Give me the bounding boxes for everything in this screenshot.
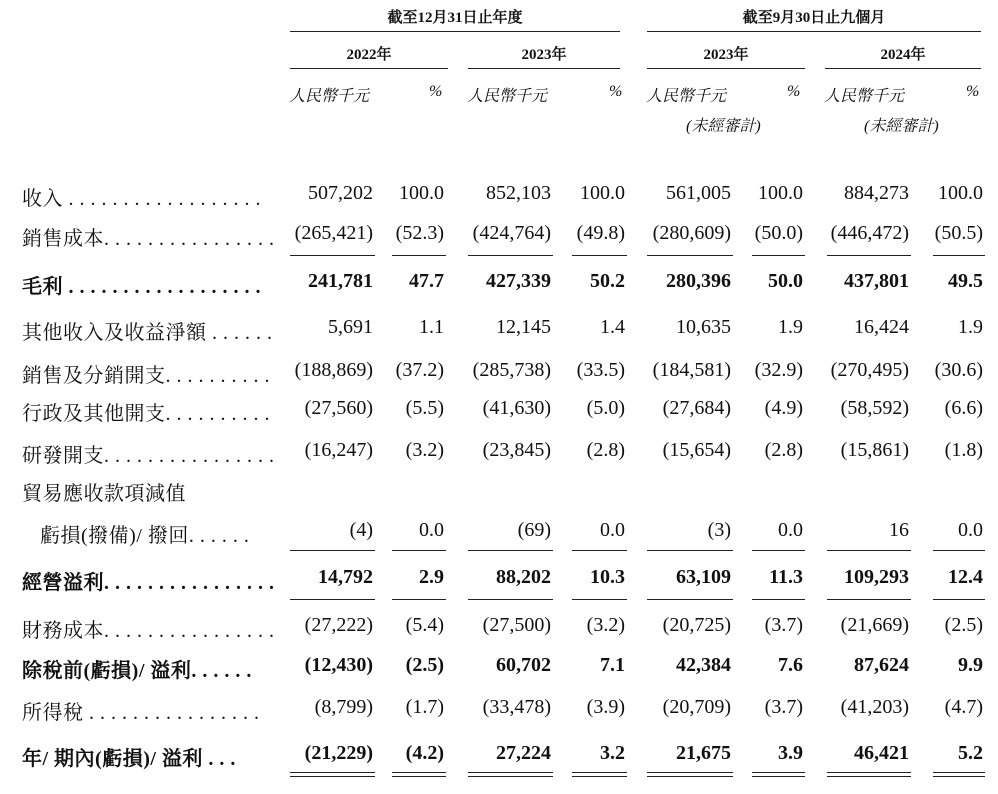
amount-cell: 42,384 [676, 654, 731, 676]
double-underline [933, 772, 985, 777]
amount-cell: (27,222) [304, 614, 373, 636]
year-header: 2024年 [880, 47, 926, 63]
row-label: 毛利 . . . . . . . . . . . . . . . . . . [22, 276, 261, 298]
percent-cell: 100.0 [399, 182, 444, 204]
amount-cell: (285,738) [472, 359, 551, 381]
amount-cell: (3) [707, 519, 731, 541]
percent-cell: (1.8) [944, 439, 983, 461]
percent-cell: (2.5) [405, 654, 444, 676]
percent-cell: (4.7) [944, 696, 983, 718]
percent-cell: (50.5) [934, 222, 983, 244]
percent-cell: (2.8) [764, 439, 803, 461]
year-rule [290, 68, 448, 69]
amount-cell: (58,592) [840, 397, 909, 419]
amount-cell: (4) [349, 519, 373, 541]
amount-cell: 280,396 [666, 270, 731, 292]
amount-cell: (20,709) [662, 696, 731, 718]
double-underline [290, 772, 375, 777]
row-label: 收入 . . . . . . . . . . . . . . . . . . [22, 188, 261, 210]
percent-cell: 0.0 [958, 519, 983, 541]
percent-cell: 7.6 [778, 654, 803, 676]
amount-cell: (41,203) [840, 696, 909, 718]
amount-cell: 63,109 [676, 566, 731, 588]
row-label: 銷售成本. . . . . . . . . . . . . . . . [22, 228, 275, 250]
percent-cell: 3.2 [600, 742, 625, 764]
subtotal-underline [468, 255, 553, 256]
percent-cell: (30.6) [934, 359, 983, 381]
group-rule [647, 31, 981, 32]
percent-cell: (50.0) [754, 222, 803, 244]
amount-cell: (20,725) [662, 614, 731, 636]
percent-cell: 1.9 [958, 316, 983, 338]
pct-header: % [429, 83, 443, 100]
amount-cell: (27,500) [482, 614, 551, 636]
amount-cell: 16,424 [854, 316, 909, 338]
percent-cell: 11.3 [769, 566, 803, 588]
subtotal-underline [468, 599, 553, 600]
subtotal-underline [290, 550, 375, 551]
subtotal-underline [572, 599, 627, 600]
subtotal-underline [392, 550, 446, 551]
amount-cell: (188,869) [294, 359, 373, 381]
percent-cell: (3.7) [764, 614, 803, 636]
unit-header: 人民幣千元 [646, 88, 727, 105]
amount-cell: 88,202 [496, 566, 551, 588]
amount-cell: 60,702 [496, 654, 551, 676]
amount-cell: 46,421 [854, 742, 909, 764]
amount-cell: 21,675 [676, 742, 731, 764]
percent-cell: (5.4) [405, 614, 444, 636]
percent-cell: 10.3 [590, 566, 625, 588]
row-label: 所得稅 . . . . . . . . . . . . . . . . [22, 702, 260, 724]
subtotal-underline [572, 550, 627, 551]
amount-cell: (184,581) [652, 359, 731, 381]
amount-cell: (27,684) [662, 397, 731, 419]
subtotal-underline [647, 550, 733, 551]
percent-cell: (49.8) [576, 222, 625, 244]
group-title-year-ended: 截至12月31日止年度 [387, 10, 523, 26]
subtotal-underline [290, 255, 375, 256]
double-underline [392, 772, 446, 777]
percent-cell: 12.4 [948, 566, 983, 588]
percent-cell: 2.9 [419, 566, 444, 588]
row-label: 貿易應收款項減值 [22, 483, 186, 505]
percent-cell: 0.0 [778, 519, 803, 541]
double-underline [827, 772, 911, 777]
amount-cell: (8,799) [314, 696, 373, 718]
percent-cell: 49.5 [948, 270, 983, 292]
percent-cell: (33.5) [576, 359, 625, 381]
percent-cell: 1.4 [600, 316, 625, 338]
amount-cell: 87,624 [854, 654, 909, 676]
subtotal-underline [468, 550, 553, 551]
percent-cell: (2.5) [944, 614, 983, 636]
double-underline [647, 772, 733, 777]
subtotal-underline [933, 550, 985, 551]
year-rule [825, 68, 981, 69]
percent-cell: (37.2) [395, 359, 444, 381]
percent-cell: 1.9 [778, 316, 803, 338]
amount-cell: (12,430) [304, 654, 373, 676]
pct-header: % [787, 83, 801, 100]
percent-cell: 100.0 [758, 182, 803, 204]
subtotal-underline [933, 599, 985, 600]
amount-cell: (33,478) [482, 696, 551, 718]
group-rule [290, 31, 620, 32]
amount-cell: (21,669) [840, 614, 909, 636]
amount-cell: (27,560) [304, 397, 373, 419]
amount-cell: 241,781 [308, 270, 373, 292]
amount-cell: 561,005 [666, 182, 731, 204]
subtotal-underline [933, 255, 985, 256]
percent-cell: 5.2 [958, 742, 983, 764]
percent-cell: (3.7) [764, 696, 803, 718]
percent-cell: (4.9) [764, 397, 803, 419]
unit-header: 人民幣千元 [824, 88, 905, 105]
percent-cell: (4.2) [405, 742, 444, 764]
subtotal-underline [392, 599, 446, 600]
percent-cell: (52.3) [395, 222, 444, 244]
percent-cell: 100.0 [580, 182, 625, 204]
amount-cell: (15,861) [840, 439, 909, 461]
subtotal-underline [392, 255, 446, 256]
amount-cell: (270,495) [830, 359, 909, 381]
amount-cell: 437,801 [844, 270, 909, 292]
row-label: 年/ 期內(虧損)/ 溢利 . . . [22, 748, 236, 770]
row-label: 研發開支. . . . . . . . . . . . . . . . [22, 445, 275, 467]
amount-cell: 12,145 [496, 316, 551, 338]
year-rule [468, 68, 620, 69]
percent-cell: (3.9) [586, 696, 625, 718]
percent-cell: 0.0 [600, 519, 625, 541]
amount-cell: 27,224 [496, 742, 551, 764]
year-header: 2023年 [521, 47, 567, 63]
year-header: 2022年 [346, 47, 392, 63]
percent-cell: (3.2) [405, 439, 444, 461]
amount-cell: (16,247) [304, 439, 373, 461]
double-underline [572, 772, 627, 777]
percent-cell: 0.0 [419, 519, 444, 541]
amount-cell: 5,691 [328, 316, 373, 338]
unit-header: 人民幣千元 [467, 88, 548, 105]
row-label: 除稅前(虧損)/ 溢利. . . . . . [22, 660, 252, 682]
percent-cell: (6.6) [944, 397, 983, 419]
percent-cell: (2.8) [586, 439, 625, 461]
group-title-nine-months: 截至9月30日止九個月 [742, 10, 886, 26]
amount-cell: 14,792 [318, 566, 373, 588]
amount-cell: 16 [889, 519, 909, 541]
percent-cell: 7.1 [600, 654, 625, 676]
unaudited-note: (未經審計) [686, 118, 761, 135]
year-header: 2023年 [703, 47, 749, 63]
percent-cell: 50.0 [768, 270, 803, 292]
percent-cell: 50.2 [590, 270, 625, 292]
percent-cell: (5.0) [586, 397, 625, 419]
subtotal-underline [647, 599, 733, 600]
amount-cell: (280,609) [652, 222, 731, 244]
amount-cell: 507,202 [308, 182, 373, 204]
percent-cell: 3.9 [778, 742, 803, 764]
amount-cell: 109,293 [844, 566, 909, 588]
percent-cell: (3.2) [586, 614, 625, 636]
amount-cell: (424,764) [472, 222, 551, 244]
percent-cell: 1.1 [419, 316, 444, 338]
amount-cell: (265,421) [294, 222, 373, 244]
double-underline [468, 772, 553, 777]
amount-cell: (15,654) [662, 439, 731, 461]
unit-header: 人民幣千元 [289, 88, 370, 105]
row-label: 經營溢利. . . . . . . . . . . . . . . . [22, 572, 275, 594]
amount-cell: 884,273 [844, 182, 909, 204]
double-underline [752, 772, 805, 777]
row-label: 財務成本. . . . . . . . . . . . . . . . [22, 620, 275, 642]
subtotal-underline [572, 255, 627, 256]
subtotal-underline [827, 599, 911, 600]
pct-header: % [609, 83, 623, 100]
amount-cell: (21,229) [304, 742, 373, 764]
percent-cell: (1.7) [405, 696, 444, 718]
subtotal-underline [752, 599, 805, 600]
row-label: 銷售及分銷開支. . . . . . . . . . [22, 365, 270, 387]
amount-cell: (446,472) [830, 222, 909, 244]
row-label: 行政及其他開支. . . . . . . . . . [22, 403, 270, 425]
percent-cell: 47.7 [409, 270, 444, 292]
amount-cell: 427,339 [486, 270, 551, 292]
amount-cell: 10,635 [676, 316, 731, 338]
percent-cell: (5.5) [405, 397, 444, 419]
year-rule [647, 68, 805, 69]
amount-cell: (23,845) [482, 439, 551, 461]
unaudited-note: (未經審計) [864, 118, 939, 135]
subtotal-underline [290, 599, 375, 600]
percent-cell: 9.9 [958, 654, 983, 676]
amount-cell: 852,103 [486, 182, 551, 204]
subtotal-underline [827, 550, 911, 551]
row-label: 虧損(撥備)/ 撥回. . . . . . [40, 525, 250, 547]
subtotal-underline [752, 255, 805, 256]
amount-cell: (69) [517, 519, 551, 541]
subtotal-underline [827, 255, 911, 256]
row-label: 其他收入及收益淨額 . . . . . . [22, 322, 273, 344]
percent-cell: (32.9) [754, 359, 803, 381]
amount-cell: (41,630) [482, 397, 551, 419]
percent-cell: 100.0 [938, 182, 983, 204]
pct-header: % [966, 83, 980, 100]
subtotal-underline [752, 550, 805, 551]
subtotal-underline [647, 255, 733, 256]
